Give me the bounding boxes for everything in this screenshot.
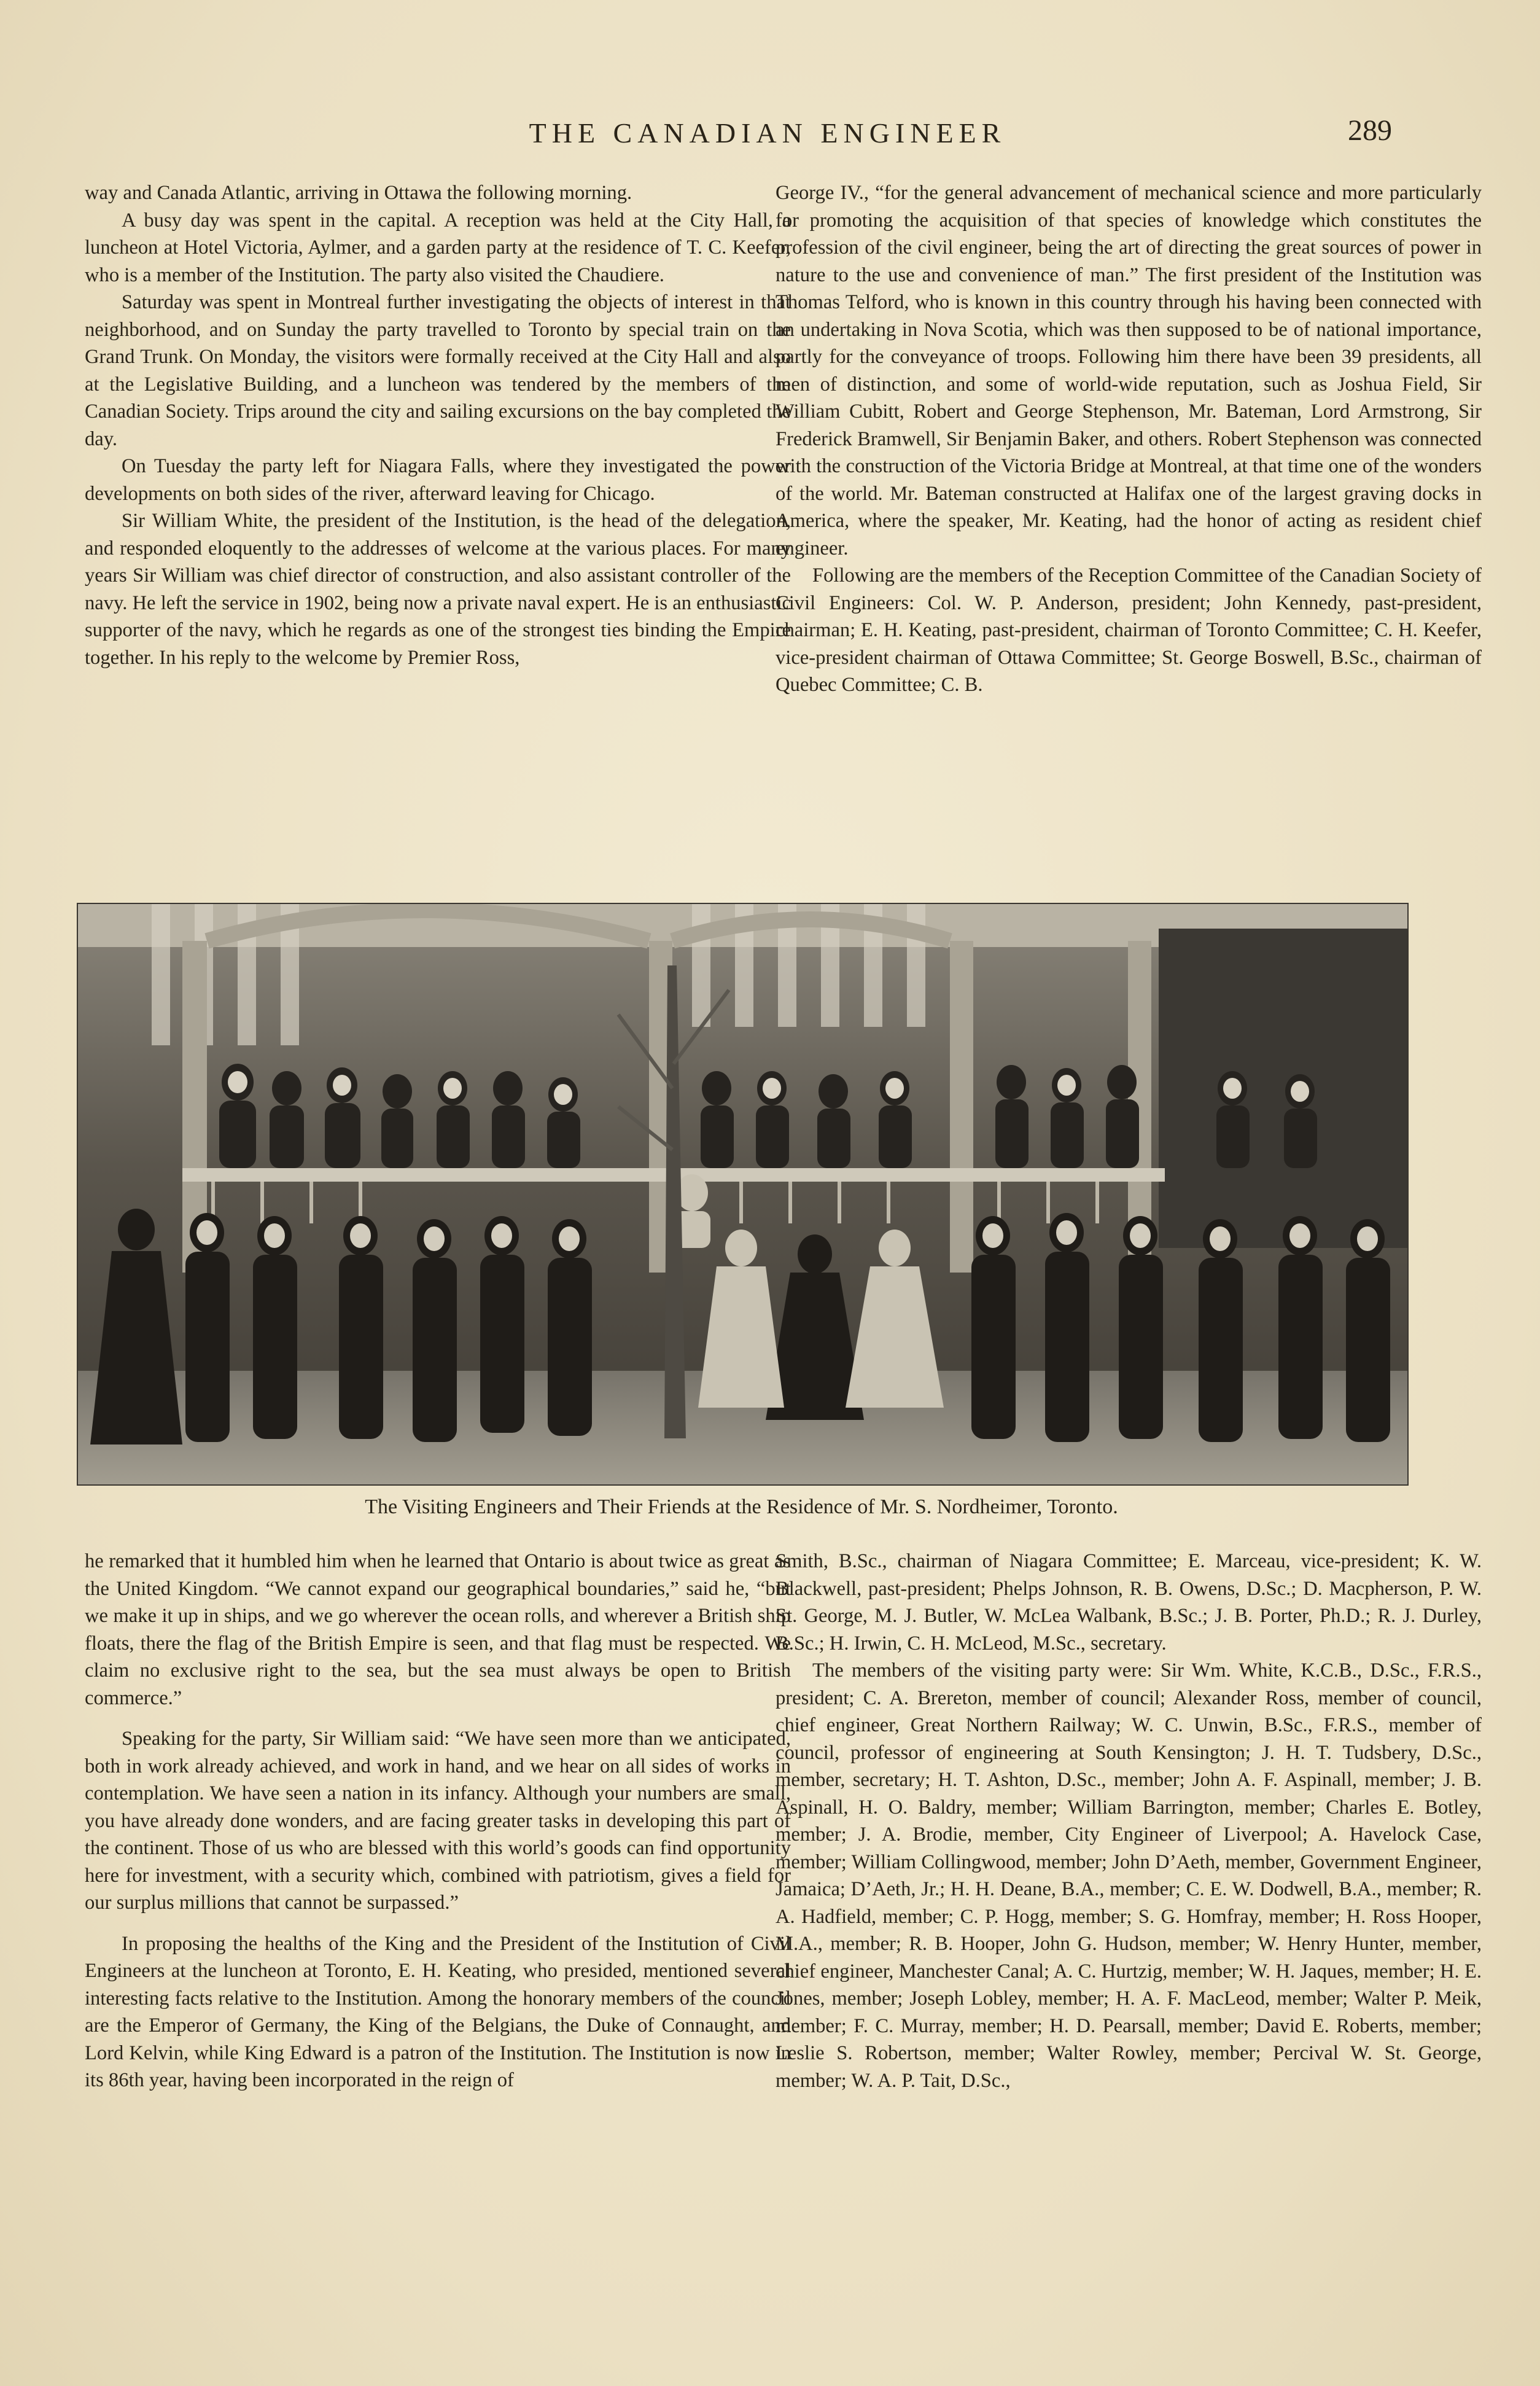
paragraph: Smith, B.Sc., chairman of Niagara Committee; E. Marceau, vice-president; K. W. Blackwell, past-president; Phelps Johnson, R. B. Owens, D.Sc.; D. Macpherson, P. W. St. George, M. J. Butler, W. McLea Walbank, B.Sc.; J. B. Porter, Ph.D.; R. J. Durley, B.Sc.; H. Irwin, C. H. McLeod, M.Sc., secretary. (776, 1550, 1482, 1655)
paragraph: Speaking for the party, Sir William said: “We have seen more than we anticipated, both in work already achieved, and work in hand, and we hear on all sides of works in contemplation. We have seen a nation in its infancy. Although your numbers are small, you have already done wonders, and are facing greater tasks in developing this part of the continent. Those of us who are blessed with this world’s goods can find opportunity here for investment, with a security which, combined with patriotism, gives a field for our surplus millions that cannot be surpassed.” (85, 1728, 791, 1914)
column-top-right (776, 179, 1482, 699)
paragraph: The members of the visiting party were: Sir Wm. White, K.C.B., D.Sc., F.R.S., president; C. A. Brereton, member of council; Alexander Ross, member of council, chief engineer, Great Northern Railway; W. C. Unwin, B.Sc., F.R.S., member of council, professor of engineering at South Kensington; J. H. T. Tudsbery, D.Sc., member, secretary; H. T. Ashton, D.Sc., member; John A. F. Aspinall, member; J. B. Aspinall, H. O. Baldry, member; William Barrington, member; Charles E. Botley, member; J. A. Brodie, member, City Engineer of Liverpool; A. Havelock Case, member; William Collingwood, member; John D’Aeth, member, Government Engineer, Jamaica; D’Aeth, Jr.; H. H. Deane, B.A., member; C. E. W. Dodwell, B.A., member; R. A. Hadfield, member; C. P. Hogg, member; S. G. Homfray, member; H. Ross Hooper, M.A., member; R. B. Hooper, John G. Hudson, member; W. Henry Hunter, member, chief engineer, Manchester Canal; A. C. Hurtzig, member; W. H. Jaques, member; H. E. Jones, member; Joseph Lobley, member; H. A. F. MacLeod, member; Walter P. Meik, member; F. C. Murray, member; H. D. Pearsall, member; David E. Roberts, member; Leslie S. Robertson, member; Walter Rowley, member; Percival W. St. George, member; W. A. P. Tait, D.Sc., (776, 1659, 1482, 2092)
column-top-left (85, 179, 791, 671)
column-bottom-left (85, 1548, 791, 2094)
group-photograph (77, 903, 1409, 1486)
page-number: 289 (1348, 114, 1392, 147)
photo-illustration (78, 904, 1407, 1484)
paragraph: George IV., “for the general advancement of mechanical science and more particularly for promoting the acquisition of that species of knowledge which constitutes the profession of the civil engineer, being the art of directing the great sources of power in nature to the use and convenience of man.” The first president of the Institution was Thomas Telford, who is known in this country through his having been connected with an undertaking in Nova Scotia, which was then supposed to be of national importance, partly for the conveyance of troops. Following him there have been 39 presidents, all men of distinction, and some of world-wide reputation, such as Joshua Field, Sir William Cubitt, Robert and George Stephenson, Mr. Bateman, Lord Armstrong, Sir Frederick Bramwell, Sir Benjamin Baker, and others. Robert Stephenson was connected with the construction of the Victoria Bridge at Montreal, at that time one of the wonders of the world. Mr. Bateman constructed at Halifax one of the largest graving docks in America, where the speaker, Mr. Keating, had the honor of acting as resident chief engineer. (776, 182, 1482, 559)
paragraph: Sir William White, the president of the Institution, is the head of the delegation, and responded eloquently to the addresses of welcome at the various places. For many years Sir William was chief director of construction, and also assistant controller of the navy. He left the service in 1902, being now a private naval expert. He is an enthusiastic supporter of the navy, which he regards as one of the strongest ties binding the Empire together. In his reply to the welcome by Premier Ross, (85, 510, 791, 669)
paragraph: he remarked that it humbled him when he learned that Ontario is about twice as great as the United Kingdom. “We cannot expand our geographical boundaries,” said he, “but we make it up in ships, and we go wherever the ocean rolls, and wherever a British ship floats, there the flag of the British Empire is seen, and that flag must be respected. We claim no exclusive right to the sea, but the sea must always be open to British commerce.” (85, 1550, 791, 1709)
column-bottom-right (776, 1548, 1482, 2094)
paragraph: way and Canada Atlantic, arriving in Ottawa the following morning. (85, 182, 632, 204)
running-head: THE CANADIAN ENGINEER (529, 117, 1006, 149)
paragraph: Following are the members of the Reception Committee of the Canadian Society of Civil Engineers: Col. W. P. Anderson, president; John Kennedy, past-president, chairman; E. H. Keating, past-president, chairman of Toronto Committee; C. H. Keefer, vice-president chairman of Ottawa Committee; St. George Boswell, B.Sc., chairman of Quebec Committee; C. B. (776, 564, 1482, 696)
paragraph: In proposing the healths of the King and the President of the Institution of Civil Engineers at the luncheon at Toronto, E. H. Keating, who presided, mentioned several interesting facts relative to the Institution. Among the honorary members of the council are the Emperor of Germany, the King of the Belgians, the Duke of Connaught, and Lord Kelvin, while King Edward is a patron of the Institution. The Institution is now in its 86th year, having been incorporated in the reign of (85, 1932, 791, 2091)
photo-caption: The Visiting Engineers and Their Friends at the Residence of Mr. S. Nordheimer, Toronto. (365, 1495, 1118, 1518)
paragraph: A busy day was spent in the capital. A reception was held at the City Hall, a luncheon at Hotel Victoria, Aylmer, and a garden party at the residence of T. C. Keefer, who is a member of the Institution. The party also visited the Chaudiere. (85, 209, 791, 286)
paragraph: Saturday was spent in Montreal further investigating the objects of interest in that neighborhood, and on Sunday the party travelled to Toronto by special train on the Grand Trunk. On Monday, the visitors were formally received at the City Hall and also at the Legislative Building, and a luncheon was tendered by the members of the Canadian Society. Trips around the city and sailing excursions on the bay completed the day. (85, 291, 791, 450)
paragraph: On Tuesday the party left for Niagara Falls, where they investigated the power developments on both sides of the river, afterward leaving for Chicago. (85, 455, 791, 505)
